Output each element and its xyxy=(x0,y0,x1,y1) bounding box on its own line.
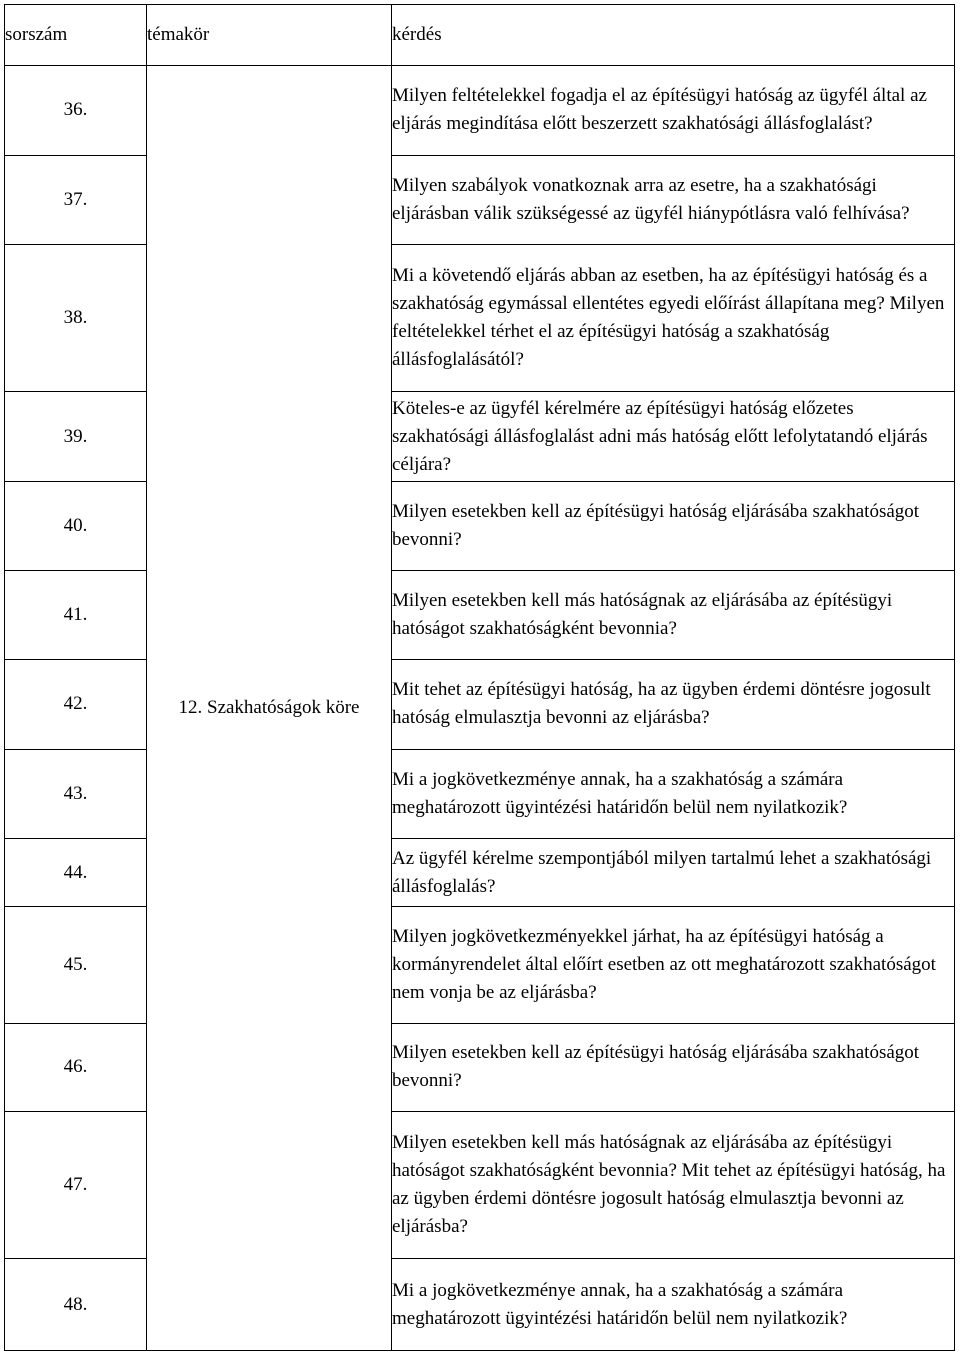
row-question: Mi a jogkövetkezménye annak, ha a szakhatóság a számára meghatározott ügyintézési határidőn belül nem nyilatkozik? xyxy=(392,749,955,839)
row-number: 43. xyxy=(5,749,147,839)
row-question: Milyen esetekben kell az építésügyi hatóság eljárásába szakhatóságot bevonni? xyxy=(392,482,955,571)
row-number: 36. xyxy=(5,65,147,155)
header-topic: témakör xyxy=(147,5,392,66)
header-number: sorszám xyxy=(5,5,147,66)
row-number: 48. xyxy=(5,1259,147,1351)
row-question: Köteles-e az ügyfél kérelmére az építésügyi hatóság előzetes szakhatósági állásfoglalást adni más hatóság előtt lefolytatandó eljárás céljára? xyxy=(392,391,955,482)
header-row xyxy=(5,5,955,66)
row-number: 39. xyxy=(5,391,147,482)
row-number: 40. xyxy=(5,482,147,571)
row-number: 45. xyxy=(5,907,147,1024)
row-question: Milyen szabályok vonatkoznak arra az esetre, ha a szakhatósági eljárásban válik szükségessé az ügyfél hiánypótlásra való felhívása? xyxy=(392,155,955,245)
row-question: Mi a jogkövetkezménye annak, ha a szakhatóság a számára meghatározott ügyintézési határidőn belül nem nyilatkozik? xyxy=(392,1259,955,1351)
row-number: 46. xyxy=(5,1023,147,1111)
row-question: Milyen feltételekkel fogadja el az építésügyi hatóság az ügyfél által az eljárás megindítása előtt beszerzett szakhatósági állásfoglalást? xyxy=(392,65,955,155)
row-question: Mi a követendő eljárás abban az esetben, ha az építésügyi hatóság és a szakhatóság egymással ellentétes egyedi előírást állapítana meg? Milyen feltételekkel térhet el az építésügyi hatóság a szakhatóság állásfoglalásától? xyxy=(392,245,955,391)
row-number: 44. xyxy=(5,839,147,907)
row-question: Milyen jogkövetkezményekkel járhat, ha az építésügyi hatóság a kormányrendelet által előírt esetben az ott meghatározott szakhatóságot nem vonja be az eljárásba? xyxy=(392,907,955,1024)
row-number: 38. xyxy=(5,245,147,391)
row-question: Milyen esetekben kell más hatóságnak az eljárásába az építésügyi hatóságot szakhatóságként bevonnia? Mit tehet az építésügyi hatóság, ha az ügyben érdemi döntésre jogosult hatóság elmulasztja bevonni az eljárásba? xyxy=(392,1111,955,1258)
row-question: Az ügyfél kérelme szempontjából milyen tartalmú lehet a szakhatósági állásfoglalás? xyxy=(392,839,955,907)
row-question: Milyen esetekben kell az építésügyi hatóság eljárásába szakhatóságot bevonni? xyxy=(392,1023,955,1111)
row-question: Mit tehet az építésügyi hatóság, ha az ügyben érdemi döntésre jogosult hatóság elmulasztja bevonni az eljárásba? xyxy=(392,659,955,749)
table-row xyxy=(5,65,955,155)
topic-cell: 12. Szakhatóságok köre xyxy=(147,65,392,1350)
row-number: 42. xyxy=(5,659,147,749)
row-question: Milyen esetekben kell más hatóságnak az eljárásába az építésügyi hatóságot szakhatóságként bevonnia? xyxy=(392,571,955,660)
row-number: 37. xyxy=(5,155,147,245)
row-number: 41. xyxy=(5,571,147,660)
header-question: kérdés xyxy=(392,5,955,66)
row-number: 47. xyxy=(5,1111,147,1258)
question-table xyxy=(4,4,955,1351)
